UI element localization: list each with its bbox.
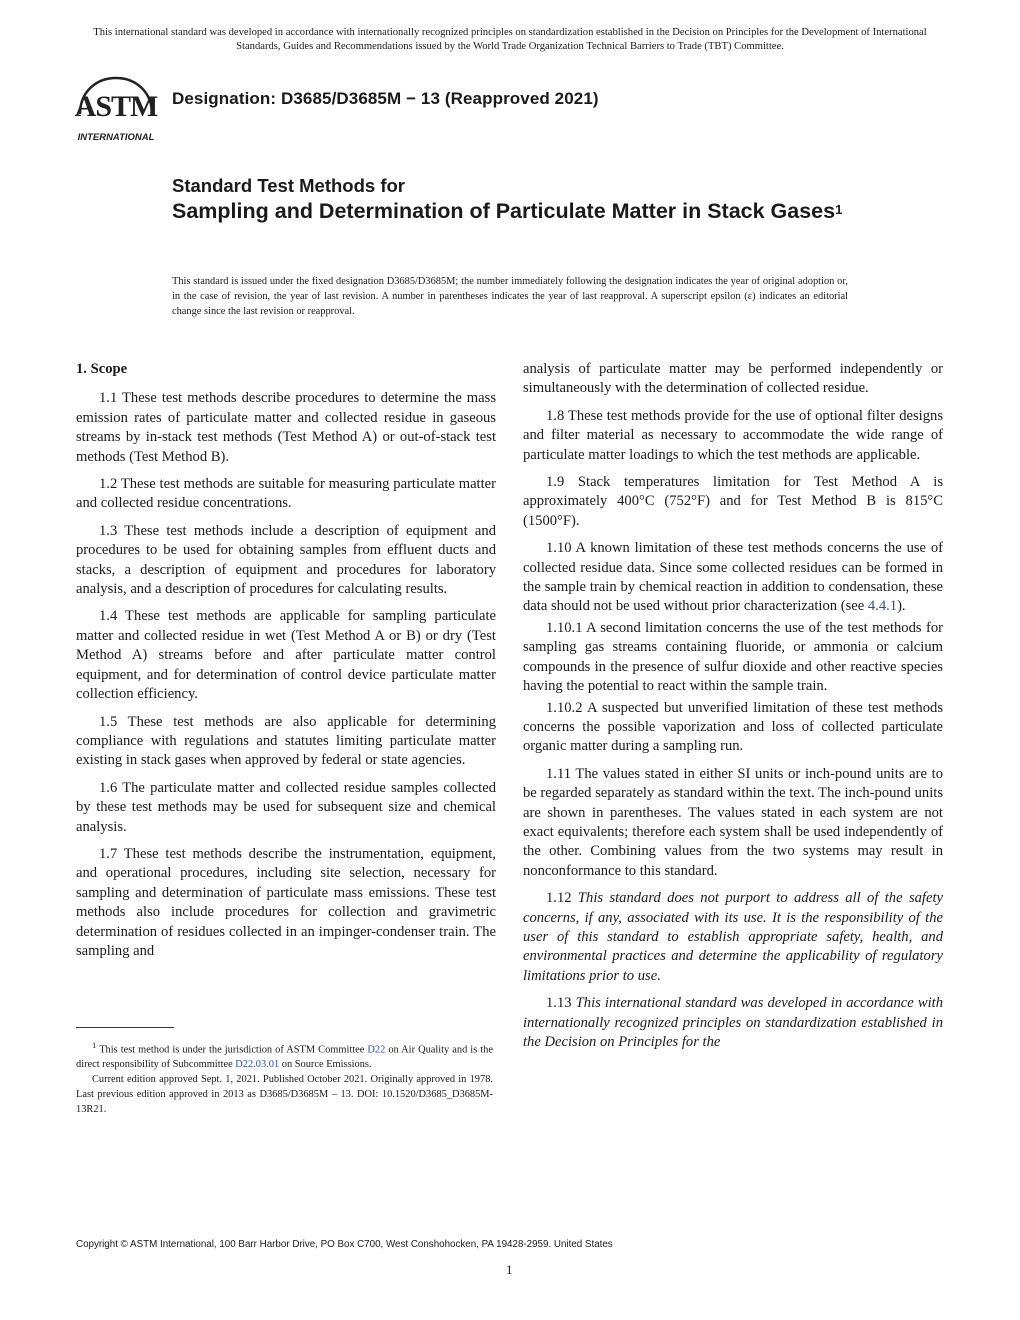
astm-logo-icon [70,74,162,144]
section-link-4-4-1[interactable]: 4.4.1 [867,598,898,615]
right-column [523,360,943,1060]
logo-caption: INTERNATIONAL [77,132,155,143]
page-number: 1 [506,1262,513,1277]
paragraph-1-10-2: 1.10.2 A suspected but unverified limitation of these test methods concerns the possible vaporization and loss of collected particulate organic matter during a sampling run. [523,699,943,755]
footnote-1-text-c: on Source Emissions. [279,1059,372,1071]
paragraph-1-9: 1.9 Stack temperatures limitation for Test Method A is approximately 400°C (752°F) and for Test Method B is 815°C (1500°F). [523,474,943,529]
paragraph-1-12-text: This standard does not purport to address all of the safety concerns, if any, associated with its use. It is the responsibility of the user of this standard to establish appropriate safety, health, and environmental practices and determine the applicability of regulatory limitations prior to use. [523,890,943,984]
edition-note: Current edition approved Sept. 1, 2021. Published October 2021. Originally approved in 1978. Last previous edition approved in 2013 as D3685/D3685M – 13. DOI: 10.1520/D3685_D3685M-13R21. [76,1074,493,1116]
paragraph-1-8: 1.8 These test methods provide for the use of optional filter designs and filter material as necessary to accommodate the wide range of particulate matter loadings to which the test methods are applicable. [523,407,943,463]
paragraph-1-13-text: This international standard was developed in accordance with internationally recognized principles on standardization established in the Decision on Principles for the [523,995,944,1050]
astm-logo [70,74,162,144]
issue-note: This standard is issued under the fixed designation D3685/D3685M; the number immediately following the designation indicates the year of original adoption or, in the case of revision, the year of last revision. A number in parentheses indicates the year of last reapproval. A superscript epsilon (ε) indicates an editorial change since the last revision or reapproval. [172,276,848,317]
footnote-1-text-b: on Air Quality and is the direct responsibility of Subcommittee [76,1044,493,1071]
copyright-line: Copyright © ASTM International, 100 Barr Harbor Drive, PO Box C700, West Conshohocken, PA 19428-2959. United States [76,1239,613,1250]
paragraph-1-13 [523,994,943,1052]
paragraph-1-10 [523,539,943,617]
committee-link[interactable]: D22 [367,1044,386,1056]
title-main: Sampling and Determination of Particulate Matter in Stack Gases [172,199,836,223]
section-heading: 1. Scope [76,361,128,377]
footnote-divider [76,1027,174,1028]
title-block [172,174,872,225]
footnote-1 [76,1038,493,1072]
title-footnote-mark: 1 [835,202,843,217]
top-notice: This international standard was developed in accordance with internationally recognized principles on standardization established in the Decision on Principles for the Development of International Standards, Guides and Recommendations issued by the World Trade Organization Technical Barriers to Trade (TBT) Committee. [93,27,927,52]
paragraph-1-6: 1.6 The particulate matter and collected residue samples collected by these test methods may be used for subsequent size and chemical analysis. [76,779,496,835]
subcommittee-link[interactable]: D22.03.01 [235,1059,280,1071]
paragraph-1-3: 1.3 These test methods include a description of equipment and procedures to be used for obtaining samples from effluent ducts and stacks, a description of equipment and procedures for laboratory analysis, and a description of procedures for calculating results. [76,522,496,598]
paragraph-1-1: 1.1 These test methods describe procedures to determine the mass emission rates of particulate matter and collected residue in gaseous streams by in-stack test methods (Test Method A) or out-of-stack test methods (Test Method B). [76,390,496,465]
footnote-1-text-a: This test method is under the jurisdiction of ASTM Committee [99,1044,368,1056]
designation: Designation: D3685/D3685M − 13 (Reapproved 2021) [172,89,599,108]
paragraph-1-7-continued: analysis of particulate matter may be performed independently or simultaneously with the determination of collected residue. [523,361,943,397]
paragraph-1-10-text: 1.10 A known limitation of these test methods concerns the use of collected residue data. Since some collected residues can be formed in the sample train by chemical reaction in addition to condensation, these data should not be used without prior characterization (see [523,540,943,615]
footnotes [76,1038,493,1117]
paragraph-1-12-number: 1.12 [546,890,578,907]
paragraph-1-10-end: ). [897,598,906,615]
paragraph-1-4: 1.4 These test methods are applicable for sampling particulate matter and collected residue in wet (Test Method A or B) or dry (Test Method A) streams before and after particulate matter control equipment, and for determination of control device particulate matter collection efficiency. [76,608,496,703]
paragraph-1-11: 1.11 The values stated in either SI units or inch-pound units are to be regarded separately as standard within the text. The inch-pound units are shown in parentheses. The values stated in each system are not exact equivalents; therefore each system shall be used independently of the other. Combining values from the two systems may result in nonconformance to this standard. [523,765,943,879]
title-line-2 [172,198,872,225]
footnote-1-mark: 1 [92,1040,97,1050]
paragraph-1-5: 1.5 These test methods are also applicable for determining compliance with regulations and statutes limiting particulate matter existing in stack gases when approved by federal or state agencies. [76,713,496,769]
title-line-1: Standard Test Methods for [172,175,405,196]
paragraph-1-2: 1.2 These test methods are suitable for measuring particulate matter and collected residue concentrations. [76,476,496,512]
logo-mark: ASTM [74,90,158,123]
paragraph-1-13-number: 1.13 [546,995,576,1012]
paragraph-1-7: 1.7 These test methods describe the instrumentation, equipment, and operational procedures, including site selection, necessary for sampling and determination of particulate mass emissions. These test methods also include procedures for collection and gravimetric determination of residues collected in an impinger-condenser train. The sampling and [76,845,496,959]
left-column [76,360,496,969]
paragraph-1-12 [523,889,943,986]
paragraph-1-10-1: 1.10.1 A second limitation concerns the use of the test methods for sampling gas streams containing fluoride, or ammonia or calcium compounds in the presence of sulfur dioxide and other reactive species having the potential to react within the sample train. [523,619,943,695]
